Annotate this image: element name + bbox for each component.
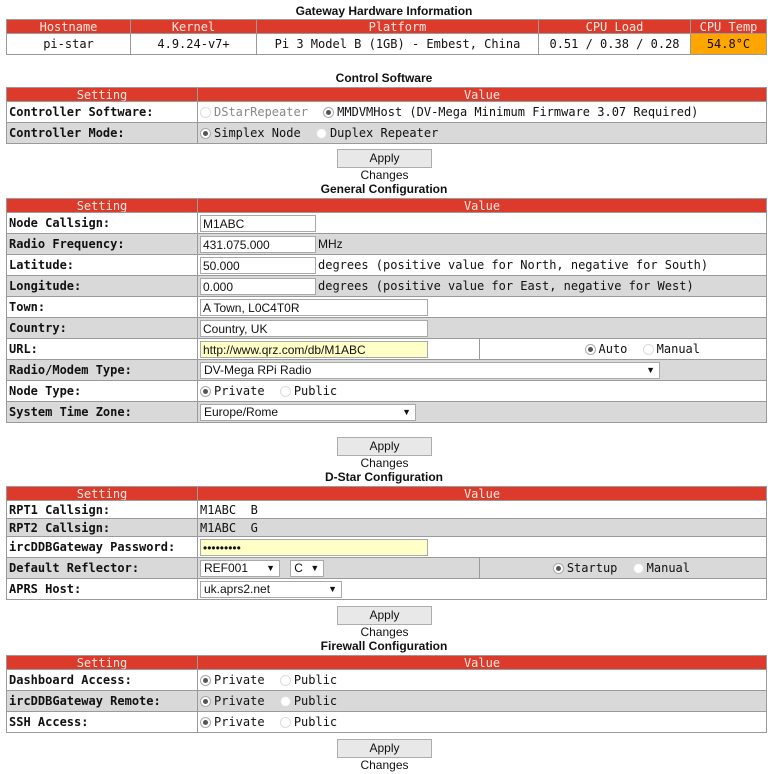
hostname-header: Hostname	[7, 20, 131, 34]
hostname-value: pi-star	[7, 34, 131, 55]
chevron-down-icon: ▼	[402, 406, 411, 417]
controller-mode-label: Controller Mode:	[7, 123, 198, 144]
value-header: Value	[198, 487, 767, 501]
rpt2-callsign-value: M1ABC G	[198, 519, 767, 537]
node-type-public-radio[interactable]	[280, 386, 291, 397]
cpu-load-value: 0.51 / 0.38 / 0.28	[539, 34, 691, 55]
general-apply-button[interactable]: Apply Changes	[337, 437, 432, 456]
longitude-label: Longitude:	[7, 276, 198, 297]
dashboard-public-option: Public	[293, 673, 338, 687]
aprs-host-value: uk.aprs2.net	[204, 581, 271, 596]
radio-modem-type-select[interactable]	[200, 362, 660, 379]
rpt1-callsign-label: RPT1 Callsign:	[7, 501, 198, 519]
platform-header: Platform	[257, 20, 539, 34]
irc-remote-public-radio[interactable]	[280, 696, 291, 707]
platform-value: Pi 3 Model B (1GB) - Embest, China	[257, 34, 539, 55]
duplex-radio[interactable]	[316, 128, 327, 139]
irc-remote-public-option: Public	[293, 694, 338, 708]
mmdvmhost-option: MMDVMHost (DV-Mega Minimum Firmware 3.07 Required)	[337, 105, 699, 119]
general-table	[6, 198, 767, 423]
radio-modem-type-label: Radio/Modem Type:	[7, 360, 198, 381]
frequency-unit: MHz	[318, 237, 343, 251]
hardware-section-title: Gateway Hardware Information	[295, 4, 473, 18]
node-type-private-radio[interactable]	[200, 386, 211, 397]
town-input[interactable]: A Town, L0C4T0R	[200, 299, 428, 316]
cpu-temp-header: CPU Temp	[691, 20, 767, 34]
latitude-input[interactable]: 50.000	[200, 257, 316, 274]
value-header: Value	[198, 656, 767, 670]
system-time-zone-value: Europe/Rome	[204, 404, 279, 419]
irc-remote-private-option: Private	[214, 694, 265, 708]
reflector-manual-option: Manual	[646, 561, 690, 575]
url-label: URL:	[7, 339, 198, 360]
simplex-radio[interactable]	[200, 128, 211, 139]
url-manual-option: Manual	[656, 342, 700, 356]
ssh-private-radio[interactable]	[200, 717, 211, 728]
url-auto-option: Auto	[598, 342, 628, 356]
rpt2-callsign-label: RPT2 Callsign:	[7, 519, 198, 537]
system-time-zone-select[interactable]	[200, 404, 416, 421]
setting-header: Setting	[7, 199, 198, 213]
country-input[interactable]: Country, UK	[200, 320, 428, 337]
ssh-access-label: SSH Access:	[7, 712, 198, 733]
default-reflector-label: Default Reflector:	[7, 558, 198, 579]
dstarrepeater-option: DStarRepeater	[214, 105, 308, 119]
dstar-section-title: D-Star Configuration	[325, 470, 443, 484]
dashboard-public-radio[interactable]	[280, 675, 291, 686]
ircddbgateway-remote-label: ircDDBGateway Remote:	[7, 691, 198, 712]
kernel-value: 4.9.24-v7+	[131, 34, 257, 55]
duplex-option: Duplex Repeater	[329, 126, 439, 140]
reflector-module-value: C	[294, 560, 303, 575]
dstarrepeater-radio[interactable]	[200, 107, 211, 118]
firewall-table	[6, 655, 767, 733]
ircddbgateway-password-label: ircDDBGateway Password:	[7, 537, 198, 558]
latitude-note: degrees (positive value for North, negative for South)	[318, 258, 709, 272]
radio-frequency-input[interactable]: 431.075.000	[200, 236, 316, 253]
reflector-startup-option: Startup	[566, 561, 618, 575]
general-section-title: General Configuration	[320, 182, 448, 196]
cpu-temp-value: 54.8°C	[691, 34, 767, 55]
value-header: Value	[198, 88, 767, 102]
ircddbgateway-password-input[interactable]: •••••••••	[200, 539, 428, 556]
setting-header: Setting	[7, 656, 198, 670]
control-table	[6, 87, 767, 144]
value-header: Value	[198, 199, 767, 213]
firewall-section-title: Firewall Configuration	[320, 639, 448, 653]
setting-header: Setting	[7, 487, 198, 501]
controller-software-label: Controller Software:	[7, 102, 198, 123]
node-type-public-option: Public	[293, 384, 338, 398]
firewall-apply-button[interactable]: Apply Changes	[337, 739, 432, 758]
url-input[interactable]: http://www.qrz.com/db/M1ABC	[200, 341, 428, 358]
system-time-zone-label: System Time Zone:	[7, 402, 198, 423]
country-label: Country:	[7, 318, 198, 339]
control-section-title: Control Software	[335, 71, 433, 85]
chevron-down-icon: ▼	[328, 583, 337, 594]
simplex-option: Simplex Node	[214, 126, 301, 140]
kernel-header: Kernel	[131, 20, 257, 34]
irc-remote-private-radio[interactable]	[200, 696, 211, 707]
ssh-private-option: Private	[214, 715, 265, 729]
node-type-label: Node Type:	[7, 381, 198, 402]
longitude-note: degrees (positive value for East, negative for West)	[318, 279, 694, 293]
reflector-module-select[interactable]	[290, 560, 324, 577]
aprs-host-select[interactable]	[200, 581, 342, 598]
reflector-manual-radio[interactable]	[633, 563, 644, 574]
url-manual-radio[interactable]	[643, 344, 654, 355]
dashboard-private-option: Private	[214, 673, 265, 687]
dashboard-access-label: Dashboard Access:	[7, 670, 198, 691]
cpu-load-header: CPU Load	[539, 20, 691, 34]
node-callsign-label: Node Callsign:	[7, 213, 198, 234]
default-reflector-value: REF001	[204, 560, 249, 575]
aprs-host-label: APRS Host:	[7, 579, 198, 600]
mmdvmhost-radio[interactable]	[323, 107, 334, 118]
radio-modem-type-value: DV-Mega RPi Radio	[204, 362, 312, 377]
default-reflector-select[interactable]	[200, 560, 280, 577]
chevron-down-icon: ▼	[310, 562, 320, 573]
latitude-label: Latitude:	[7, 255, 198, 276]
ssh-public-option: Public	[293, 715, 338, 729]
reflector-startup-radio[interactable]	[553, 563, 564, 574]
ssh-public-radio[interactable]	[280, 717, 291, 728]
setting-header: Setting	[7, 88, 198, 102]
dstar-table	[6, 486, 767, 600]
radio-frequency-label: Radio Frequency:	[7, 234, 198, 255]
node-type-private-option: Private	[214, 384, 265, 398]
dashboard-private-radio[interactable]	[200, 675, 211, 686]
town-label: Town:	[7, 297, 198, 318]
control-apply-button[interactable]: Apply Changes	[337, 149, 432, 168]
chevron-down-icon: ▼	[266, 562, 275, 573]
url-auto-radio[interactable]	[585, 344, 596, 355]
longitude-input[interactable]: 0.000	[200, 278, 316, 295]
node-callsign-input[interactable]: M1ABC	[200, 215, 316, 232]
dstar-apply-button[interactable]: Apply Changes	[337, 606, 432, 625]
hardware-table	[6, 19, 767, 55]
chevron-down-icon: ▼	[646, 364, 655, 375]
rpt1-callsign-value: M1ABC B	[198, 501, 767, 519]
